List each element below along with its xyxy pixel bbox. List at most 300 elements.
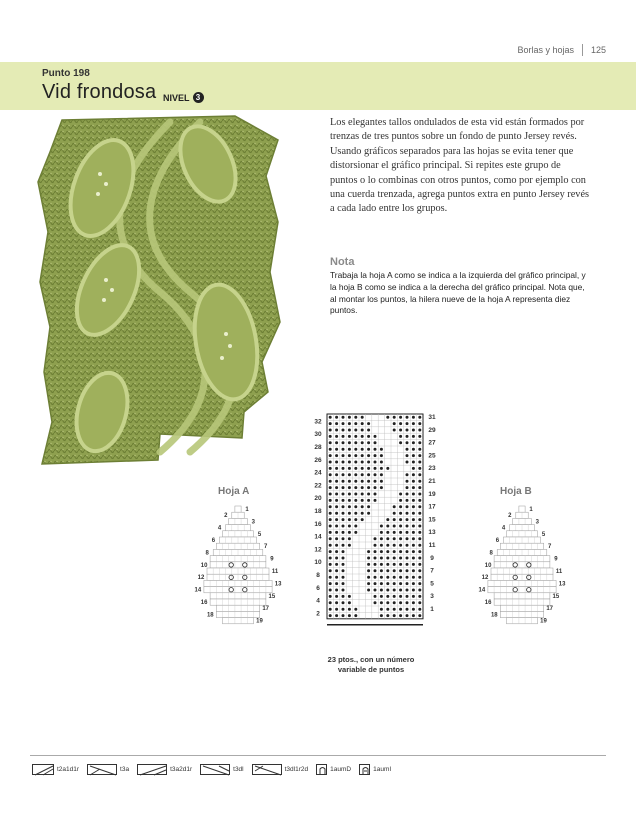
row-number: 28 xyxy=(314,444,322,451)
row-number: 19 xyxy=(256,618,263,625)
row-number: 14 xyxy=(194,587,202,594)
purl-stitch xyxy=(329,493,332,496)
purl-stitch xyxy=(335,422,338,425)
row-number: 16 xyxy=(314,520,322,528)
purl-stitch xyxy=(374,595,377,598)
purl-stitch xyxy=(418,614,421,617)
row-number: 10 xyxy=(200,562,208,569)
purl-stitch xyxy=(335,569,338,572)
purl-stitch xyxy=(335,582,338,585)
leaf-row xyxy=(210,556,266,562)
purl-stitch xyxy=(354,525,357,528)
row-number: 2 xyxy=(508,513,512,520)
purl-stitch xyxy=(354,416,357,419)
legend-divider xyxy=(30,755,606,756)
row-number: 29 xyxy=(428,426,436,434)
purl-stitch xyxy=(361,454,364,457)
purl-stitch xyxy=(329,576,332,579)
purl-stitch xyxy=(329,461,332,464)
purl-stitch xyxy=(335,493,338,496)
purl-stitch xyxy=(412,595,415,598)
purl-stitch xyxy=(329,563,332,566)
purl-stitch xyxy=(342,512,345,515)
row-number: 15 xyxy=(552,593,560,600)
purl-stitch xyxy=(399,601,402,604)
intro-paragraph: Los elegantes tallos ondulados de esta vid están formados por trenzas de tres puntos sobre un fondo de punto Jersey revés. Usando gráficos separados para las hojas se evita tener que distorsionar el gráfico principal. Si repites este grupo de puntos o lo combinas con otros puntos, como por ejemplo con una cuerda trenzada, agrega puntos extra en punto Jersey revés a cada lado entre los grupos. xyxy=(330,117,590,215)
purl-stitch xyxy=(342,435,345,438)
purl-stitch xyxy=(329,608,332,611)
purl-stitch xyxy=(348,441,351,444)
row-number: 11 xyxy=(555,569,563,575)
purl-stitch xyxy=(354,518,357,521)
row-number: 6 xyxy=(316,584,320,592)
purl-stitch xyxy=(354,512,357,515)
purl-stitch xyxy=(342,416,345,419)
purl-stitch xyxy=(393,429,396,432)
purl-stitch xyxy=(399,499,402,502)
purl-stitch xyxy=(329,422,332,425)
purl-stitch xyxy=(348,493,351,496)
purl-stitch xyxy=(374,601,377,604)
purl-stitch xyxy=(380,480,383,483)
row-number: 1 xyxy=(529,507,533,513)
purl-stitch xyxy=(342,544,345,547)
purl-stitch xyxy=(354,614,357,617)
purl-stitch xyxy=(361,499,364,502)
purl-stitch xyxy=(399,576,402,579)
purl-stitch xyxy=(380,557,383,560)
purl-stitch xyxy=(418,525,421,528)
leaf-a-chart xyxy=(186,500,286,648)
purl-stitch xyxy=(393,576,396,579)
purl-stitch xyxy=(354,422,357,425)
cable-symbol-icon xyxy=(200,764,230,775)
purl-stitch xyxy=(361,518,364,521)
row-number: 7 xyxy=(264,544,268,551)
row-number: 17 xyxy=(428,503,436,511)
purl-stitch xyxy=(399,608,402,611)
row-number: 11 xyxy=(428,542,436,549)
purl-stitch xyxy=(367,480,370,483)
cable-symbol-icon xyxy=(252,764,282,775)
row-number: 7 xyxy=(548,544,552,551)
purl-stitch xyxy=(393,422,396,425)
purl-stitch xyxy=(386,416,389,419)
purl-stitch xyxy=(412,486,415,489)
purl-stitch xyxy=(342,448,345,451)
purl-stitch xyxy=(374,576,377,579)
purl-stitch xyxy=(380,550,383,553)
row-number: 7 xyxy=(430,567,434,575)
purl-stitch xyxy=(374,454,377,457)
purl-stitch xyxy=(399,569,402,572)
purl-stitch xyxy=(374,448,377,451)
purl-stitch xyxy=(412,531,415,534)
purl-stitch xyxy=(374,480,377,483)
purl-stitch xyxy=(335,441,338,444)
purl-stitch xyxy=(412,467,415,470)
row-number: 9 xyxy=(430,554,434,562)
purl-stitch xyxy=(335,512,338,515)
purl-stitch xyxy=(329,614,332,617)
purl-stitch xyxy=(367,550,370,553)
leaf-row xyxy=(494,593,550,599)
purl-stitch xyxy=(393,608,396,611)
purl-stitch xyxy=(342,499,345,502)
purl-stitch xyxy=(354,493,357,496)
leaf-row xyxy=(216,605,259,611)
legend-item: 1aumI xyxy=(359,764,391,775)
purl-stitch xyxy=(348,537,351,540)
leaf-b-chart xyxy=(470,500,570,648)
purl-stitch xyxy=(342,493,345,496)
purl-stitch xyxy=(418,589,421,592)
purl-stitch xyxy=(399,614,402,617)
row-number: 20 xyxy=(314,495,322,503)
purl-stitch xyxy=(418,429,421,432)
note-text: Trabaja la hoja A como se indica a la izquierda del gráfico principal, y la hoja B como se indica a la derecha del gráfico principal. Nota que, al montar los puntos, la hilera nueve de la hoja A representa diez puntos. xyxy=(330,270,586,316)
purl-stitch xyxy=(393,416,396,419)
leaf-b-title: Hoja B xyxy=(500,486,532,497)
leaf-row xyxy=(204,587,272,593)
purl-stitch xyxy=(374,441,377,444)
purl-stitch xyxy=(399,550,402,553)
purl-stitch xyxy=(342,525,345,528)
purl-stitch xyxy=(399,557,402,560)
purl-stitch xyxy=(335,473,338,476)
purl-stitch xyxy=(342,505,345,508)
purl-stitch xyxy=(374,537,377,540)
purl-stitch xyxy=(386,569,389,572)
purl-stitch xyxy=(367,493,370,496)
row-number: 27 xyxy=(428,439,436,447)
row-number: 25 xyxy=(428,452,436,460)
row-number: 31 xyxy=(428,414,436,421)
purl-stitch xyxy=(367,454,370,457)
purl-stitch xyxy=(335,486,338,489)
row-number: 4 xyxy=(217,525,222,532)
purl-stitch xyxy=(380,525,383,528)
purl-stitch xyxy=(329,569,332,572)
purl-stitch xyxy=(406,429,409,432)
purl-stitch xyxy=(399,422,402,425)
purl-stitch xyxy=(380,461,383,464)
purl-stitch xyxy=(412,608,415,611)
purl-stitch xyxy=(386,525,389,528)
section-title: Borlas y hojas xyxy=(517,45,574,55)
purl-stitch xyxy=(335,429,338,432)
main-chart-caption: 23 ptos., con un número variable de puntos xyxy=(327,655,415,674)
leaf-row xyxy=(494,562,550,568)
purl-stitch xyxy=(412,544,415,547)
purl-stitch xyxy=(342,550,345,553)
purl-stitch xyxy=(386,589,389,592)
purl-stitch xyxy=(329,429,332,432)
purl-stitch xyxy=(399,493,402,496)
purl-stitch xyxy=(393,537,396,540)
purl-stitch xyxy=(354,467,357,470)
purl-stitch xyxy=(335,576,338,579)
row-number: 17 xyxy=(262,606,270,613)
purl-stitch xyxy=(348,429,351,432)
purl-stitch xyxy=(348,435,351,438)
purl-stitch xyxy=(406,531,409,534)
purl-stitch xyxy=(406,518,409,521)
purl-stitch xyxy=(386,467,389,470)
leaf-row xyxy=(519,506,525,512)
leaf-row xyxy=(488,580,556,586)
purl-stitch xyxy=(399,416,402,419)
purl-stitch xyxy=(354,454,357,457)
purl-stitch xyxy=(418,486,421,489)
purl-stitch xyxy=(367,499,370,502)
purl-stitch xyxy=(399,531,402,534)
row-number: 30 xyxy=(314,431,322,439)
purl-stitch xyxy=(380,614,383,617)
increase-symbol-icon xyxy=(359,764,370,775)
row-number: 12 xyxy=(197,575,205,582)
purl-stitch xyxy=(335,448,338,451)
purl-stitch xyxy=(367,441,370,444)
purl-stitch xyxy=(342,563,345,566)
purl-stitch xyxy=(393,544,396,547)
purl-stitch xyxy=(406,435,409,438)
purl-stitch xyxy=(399,525,402,528)
row-number: 19 xyxy=(540,618,547,625)
purl-stitch xyxy=(399,544,402,547)
purl-stitch xyxy=(418,518,421,521)
purl-stitch xyxy=(354,531,357,534)
purl-stitch xyxy=(412,416,415,419)
row-number: 3 xyxy=(251,519,255,526)
purl-stitch xyxy=(348,480,351,483)
purl-stitch xyxy=(386,582,389,585)
purl-stitch xyxy=(342,614,345,617)
purl-stitch xyxy=(367,435,370,438)
row-number: 23 xyxy=(428,465,436,473)
purl-stitch xyxy=(380,454,383,457)
purl-stitch xyxy=(374,461,377,464)
leaf-row xyxy=(507,531,538,537)
purl-stitch xyxy=(367,473,370,476)
row-number: 32 xyxy=(314,418,322,426)
purl-stitch xyxy=(406,614,409,617)
legend-item: t3dl xyxy=(200,764,243,775)
leaf-row xyxy=(500,543,543,549)
purl-stitch xyxy=(418,569,421,572)
purl-stitch xyxy=(386,550,389,553)
purl-stitch xyxy=(418,499,421,502)
purl-stitch xyxy=(406,569,409,572)
purl-stitch xyxy=(418,601,421,604)
purl-stitch xyxy=(374,557,377,560)
purl-stitch xyxy=(329,473,332,476)
purl-stitch xyxy=(335,589,338,592)
row-number: 22 xyxy=(314,482,322,490)
purl-stitch xyxy=(348,608,351,611)
purl-stitch xyxy=(361,441,364,444)
purl-stitch xyxy=(412,518,415,521)
purl-stitch xyxy=(374,582,377,585)
purl-stitch xyxy=(367,589,370,592)
knitted-swatch-photo xyxy=(30,112,290,474)
row-number: 21 xyxy=(428,478,436,485)
purl-stitch xyxy=(386,601,389,604)
purl-stitch xyxy=(329,499,332,502)
row-number: 5 xyxy=(257,531,262,538)
purl-stitch xyxy=(393,589,396,592)
row-number: 14 xyxy=(478,587,486,594)
purl-stitch xyxy=(406,537,409,540)
purl-stitch xyxy=(406,608,409,611)
purl-stitch xyxy=(354,435,357,438)
purl-stitch xyxy=(406,473,409,476)
purl-stitch xyxy=(342,576,345,579)
purl-stitch xyxy=(374,486,377,489)
purl-stitch xyxy=(412,525,415,528)
purl-stitch xyxy=(412,429,415,432)
purl-stitch xyxy=(342,518,345,521)
purl-stitch xyxy=(418,435,421,438)
purl-stitch xyxy=(380,582,383,585)
purl-stitch xyxy=(335,563,338,566)
row-number: 6 xyxy=(211,538,216,544)
purl-stitch xyxy=(374,467,377,470)
purl-stitch xyxy=(329,480,332,483)
purl-stitch xyxy=(348,595,351,598)
header-divider xyxy=(582,44,583,56)
purl-stitch xyxy=(406,582,409,585)
purl-stitch xyxy=(418,505,421,508)
row-number: 13 xyxy=(428,529,436,537)
purl-stitch xyxy=(399,582,402,585)
purl-stitch xyxy=(342,461,345,464)
row-number: 16 xyxy=(484,600,492,606)
row-number: 18 xyxy=(490,612,498,619)
purl-stitch xyxy=(412,512,415,515)
purl-stitch xyxy=(329,537,332,540)
purl-stitch xyxy=(380,576,383,579)
row-number: 17 xyxy=(546,606,554,613)
purl-stitch xyxy=(348,454,351,457)
purl-stitch xyxy=(329,441,332,444)
purl-stitch xyxy=(412,582,415,585)
purl-stitch xyxy=(354,448,357,451)
purl-stitch xyxy=(418,595,421,598)
leaf-row xyxy=(210,562,266,568)
purl-stitch xyxy=(367,576,370,579)
purl-stitch xyxy=(393,531,396,534)
legend-item: 1aumD xyxy=(316,764,351,775)
purl-stitch xyxy=(361,435,364,438)
purl-stitch xyxy=(406,576,409,579)
purl-stitch xyxy=(412,550,415,553)
purl-stitch xyxy=(342,589,345,592)
purl-stitch xyxy=(380,537,383,540)
purl-stitch xyxy=(354,505,357,508)
purl-stitch xyxy=(367,467,370,470)
level-label: NIVEL xyxy=(163,92,190,103)
purl-stitch xyxy=(380,544,383,547)
purl-stitch xyxy=(348,614,351,617)
purl-stitch xyxy=(418,512,421,515)
purl-stitch xyxy=(412,576,415,579)
purl-stitch xyxy=(367,505,370,508)
purl-stitch xyxy=(335,557,338,560)
purl-stitch xyxy=(348,544,351,547)
purl-stitch xyxy=(361,429,364,432)
purl-stitch xyxy=(406,544,409,547)
row-number: 11 xyxy=(271,569,279,575)
row-number: 1 xyxy=(245,507,249,513)
purl-stitch xyxy=(406,493,409,496)
purl-stitch xyxy=(418,563,421,566)
row-number: 16 xyxy=(200,600,208,606)
legend-item: t3dl1r2d xyxy=(252,764,309,775)
legend-item: t3a2d1r xyxy=(137,764,192,775)
purl-stitch xyxy=(406,416,409,419)
purl-stitch xyxy=(393,563,396,566)
leaf-row xyxy=(494,556,550,562)
purl-stitch xyxy=(393,569,396,572)
purl-stitch xyxy=(342,601,345,604)
purl-stitch xyxy=(380,531,383,534)
purl-stitch xyxy=(335,544,338,547)
purl-stitch xyxy=(412,614,415,617)
row-number: 19 xyxy=(428,490,436,498)
row-number: 18 xyxy=(206,612,214,619)
purl-stitch xyxy=(380,601,383,604)
leaf-row xyxy=(223,618,254,624)
purl-stitch xyxy=(406,461,409,464)
purl-stitch xyxy=(386,614,389,617)
purl-stitch xyxy=(418,531,421,534)
purl-stitch xyxy=(412,499,415,502)
row-number: 12 xyxy=(314,546,322,554)
purl-stitch xyxy=(412,454,415,457)
purl-stitch xyxy=(329,454,332,457)
purl-stitch xyxy=(406,441,409,444)
purl-stitch xyxy=(348,448,351,451)
purl-stitch xyxy=(399,441,402,444)
purl-stitch xyxy=(348,499,351,502)
purl-stitch xyxy=(335,480,338,483)
purl-stitch xyxy=(354,473,357,476)
purl-stitch xyxy=(354,486,357,489)
purl-stitch xyxy=(380,473,383,476)
purl-stitch xyxy=(335,531,338,534)
purl-stitch xyxy=(374,499,377,502)
purl-stitch xyxy=(354,429,357,432)
purl-stitch xyxy=(335,595,338,598)
purl-stitch xyxy=(386,557,389,560)
purl-stitch xyxy=(418,550,421,553)
leaf-row xyxy=(494,599,550,605)
purl-stitch xyxy=(329,595,332,598)
purl-stitch xyxy=(412,422,415,425)
purl-stitch xyxy=(393,505,396,508)
purl-stitch xyxy=(335,608,338,611)
purl-stitch xyxy=(418,416,421,419)
purl-stitch xyxy=(367,557,370,560)
purl-stitch xyxy=(374,493,377,496)
purl-stitch xyxy=(329,589,332,592)
purl-stitch xyxy=(386,537,389,540)
purl-stitch xyxy=(412,493,415,496)
row-number: 8 xyxy=(316,572,320,579)
purl-stitch xyxy=(367,512,370,515)
purl-stitch xyxy=(399,512,402,515)
